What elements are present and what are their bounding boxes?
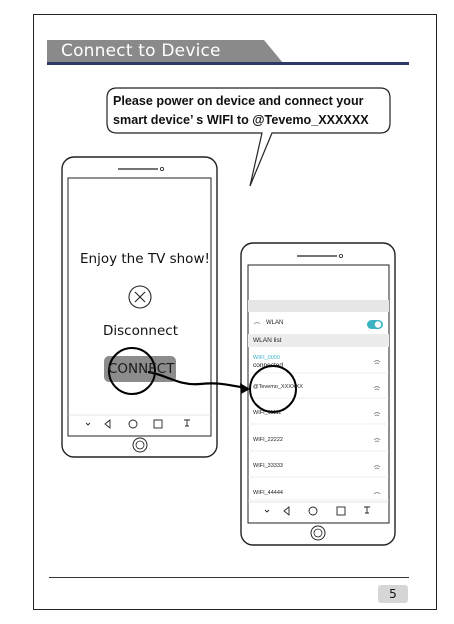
network-item[interactable]: WIFI_33333: [253, 463, 283, 469]
footer-rule: [49, 577, 409, 578]
network-item[interactable]: @Tevemo_XXXXXX: [253, 384, 303, 390]
tagline: Enjoy the TV show!: [80, 251, 210, 267]
network-item[interactable]: WIFI_44444: [253, 490, 283, 496]
network-item[interactable]: WIFI_22222: [253, 437, 283, 443]
wlan-label: WLAN: [266, 320, 284, 326]
network-item[interactable]: WIFI_11111: [253, 410, 282, 416]
page-title: Connect to Device: [61, 41, 221, 61]
page-number: 5: [378, 585, 408, 603]
connected-network-status: connected: [253, 362, 283, 369]
wlan-list-header: WLAN list: [253, 337, 282, 344]
phone-right: [241, 243, 395, 545]
connect-button[interactable]: CONNECT: [108, 361, 175, 377]
disconnect-label[interactable]: Disconnect: [103, 323, 178, 339]
phone-left: [62, 157, 217, 457]
callout-line-2: smart device’ s WIFI to @Tevemo_XXXXXX: [113, 113, 369, 127]
connected-network-name[interactable]: WIFI_0000: [253, 355, 280, 361]
callout-line-1: Please power on device and connect your: [113, 94, 364, 108]
